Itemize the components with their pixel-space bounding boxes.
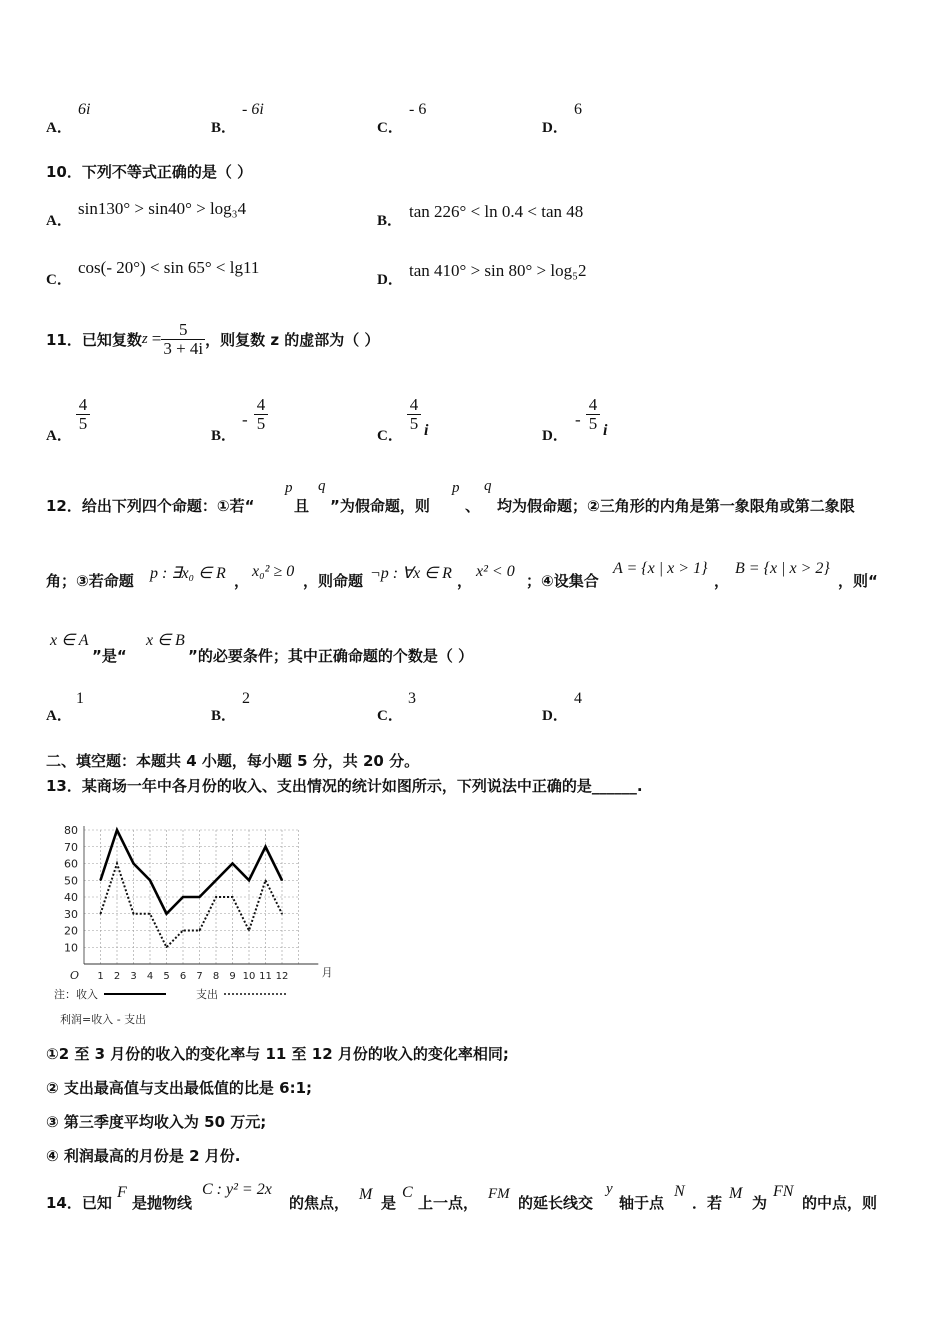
q10-stem: 10．下列不等式正确的是（ ） [46,163,253,181]
minus-sign: - [242,410,248,429]
expense-point [100,913,102,915]
q14-text: 上一点， [418,1194,479,1212]
income-expense-chart [44,818,333,1033]
expense-point [149,913,151,915]
x-tick-label: 12 [275,971,289,982]
minus-sign: - [575,410,581,429]
equals: = [151,329,162,348]
y-tick-label: 40 [64,891,78,904]
q11-stem-post: ，则复数 z 的虚部为（ ） [205,330,380,349]
var-p: p [452,480,460,496]
fraction [76,396,90,433]
q14-text: 是抛物线 [132,1194,193,1212]
expense-point [199,930,201,932]
numerator: 4 [256,395,266,414]
x-tick-label: 10 [242,971,256,982]
q14-text: 为 [752,1194,768,1212]
q12-math: A = {x | x > 1} [613,560,708,577]
numerator: 5 [161,321,205,340]
denominator: 3 + 4i [163,338,204,358]
income-point [100,879,102,881]
q10-option-c: cos(- 20°) < sin 65° < lg11 [78,258,260,277]
option-label: D． [542,428,568,444]
x-tick-label: 6 [179,971,187,982]
option-value: - 6i [242,101,264,118]
q11-stem-pre: 11．已知复数 [46,330,142,349]
option-label: C． [377,120,403,136]
option-value: 6i [78,101,91,118]
q13-statement-2: ② 支出最高值与支出最低值的比是 6:1; [46,1079,313,1097]
q12-math: B = {x | x > 2} [735,560,830,577]
expense-point [232,896,234,898]
q12-math: p : ∃x₀ ∈ R [150,565,226,582]
option-label: B． [211,120,237,136]
income-point [281,879,283,881]
q12-text: ， [457,572,473,590]
q12-text: 均为假命题；②三角形的内角是第一象限角或第二象限 [497,497,855,515]
q13-statement-3: ③ 第三季度平均收入为 50 万元; [46,1113,267,1131]
option-label: B． [377,213,403,229]
income-point [265,846,267,848]
expense-point [281,913,283,915]
option-value: 1 [76,690,84,707]
var-q: q [484,478,492,494]
var-z: z [141,330,148,347]
x-tick-label: 7 [196,971,203,982]
numerator: 4 [78,395,88,414]
segment-FN: FN [773,1183,794,1200]
q14-text: 14．已知 [46,1194,112,1212]
x-tick-label: 9 [229,971,236,982]
expense-point [133,913,135,915]
option-label: D． [542,120,568,136]
income-point [182,896,184,898]
q12-text: ， [714,572,730,590]
option-value: 6 [574,101,582,118]
var-F: F [117,1184,127,1201]
option-label: D． [542,708,568,724]
origin-label: O [70,969,80,982]
denominator: 5 [78,413,88,433]
q13-stem: 13．某商场一年中各月份的收入、支出情况的统计如图所示，下列说法中正确的是______. [46,777,643,795]
q12-text: ”的必要条件；其中正确命题的个数是（ ） [188,647,474,665]
x-tick-label: 11 [259,971,272,982]
option-label: C． [377,708,403,724]
q14-text: 的中点，则 [802,1194,878,1212]
expense-point [116,863,118,865]
fraction [161,321,205,358]
q12-math: x₀² ≥ 0 [252,563,295,580]
option-label: D． [377,272,403,288]
expense-point [248,930,250,932]
expense-point [166,946,168,948]
q12-text: ”为假命题，则 [330,497,430,515]
option-label: A． [46,708,72,724]
q11-stem [46,314,380,364]
section-heading: 二、填空题：本题共 4 小题，每小题 5 分，共 20 分。 [46,752,420,770]
var-N: N [674,1183,685,1200]
income-point [116,829,118,831]
imaginary-unit: i [603,422,608,439]
income-point [232,863,234,865]
option-value: 4 [574,690,582,707]
expense-series-line [101,864,283,948]
option-label: B． [211,708,237,724]
var-M: M [359,1186,373,1203]
option-label: A． [46,120,72,136]
y-tick-label: 80 [64,824,78,837]
option-value: 2 [242,690,250,707]
segment-FM: FM [488,1186,510,1202]
x-tick-label: 1 [97,971,104,982]
option-label: C． [377,428,403,444]
fraction [407,396,421,433]
q12-math: x ∈ A [50,632,89,649]
q12-math: x ∈ B [146,632,185,649]
y-tick-label: 20 [64,924,78,938]
x-tick-label: 2 [113,971,121,982]
income-point [166,913,168,915]
option-label: A． [46,428,72,444]
legend-income-label: 注：收入 [54,988,98,1001]
q12-text: 且 [294,497,310,515]
q14-text: 是 [381,1194,397,1212]
q12-text: ，则“ [838,572,878,590]
var-p: p [285,480,293,496]
chart-svg [44,818,333,1033]
x-axis-label: 月 [321,966,333,979]
var-y: y [606,1181,613,1197]
q14-text: 的焦点， [289,1194,350,1212]
y-tick-label: 10 [64,941,78,955]
parabola-equation: C : y² = 2x [202,1181,272,1198]
denominator: 5 [256,413,266,433]
q12-text: 、 [465,497,481,515]
q12-text: 角；③若命题 [46,572,134,590]
option-label: C． [46,272,72,288]
income-point [149,879,151,881]
x-tick-label: 5 [163,971,170,982]
y-tick-label: 70 [64,840,78,854]
q14-text: 轴于点 [619,1194,665,1212]
q10-option-b: tan 226° < ln 0.4 < tan 48 [409,202,584,221]
var-M: M [729,1185,743,1202]
q12-text: ，则命题 [303,572,364,590]
expense-point [215,896,217,898]
legend-expense-label: 支出 [196,988,218,1001]
income-point [215,879,217,881]
q12-text: ， [234,572,250,590]
numerator: 4 [588,395,598,414]
q14-text: 的延长线交 [518,1194,594,1212]
q10-option-a: sin130° > sin40° > log₃4 [78,199,247,218]
q13-statement-4: ④ 利润最高的月份是 2 月份. [46,1147,241,1165]
q12-text: ”是“ [92,647,127,665]
q13-statement-1: ①2 至 3 月份的收入的变化率与 11 至 12 月份的收入的变化率相同; [46,1045,509,1063]
option-label: A． [46,213,72,229]
option-label: B． [211,428,237,444]
q12-math: x² < 0 [476,563,515,580]
income-point [133,863,135,865]
denominator: 5 [409,413,419,433]
option-value: 3 [408,690,416,707]
y-tick-label: 60 [64,857,78,871]
q12-text: ；④设集合 [526,572,599,590]
income-series-line [101,830,283,914]
expense-point [182,930,184,932]
fraction [586,396,600,433]
var-q: q [318,478,326,494]
q10-option-d: tan 410° > sin 80° > log₅2 [409,261,587,280]
fraction [254,396,268,433]
y-tick-label: 50 [64,874,78,888]
income-point [248,879,250,881]
x-tick-label: 4 [146,971,154,982]
income-point [199,896,201,898]
imaginary-unit: i [424,422,429,439]
numerator: 4 [409,395,419,414]
expense-point [265,879,267,881]
x-tick-label: 8 [212,971,220,982]
q14-text: ．若 [692,1194,723,1212]
chart-footnote: 利润=收入 - 支出 [60,1013,147,1026]
option-value: - 6 [409,101,427,118]
y-tick-label: 30 [64,907,78,921]
var-C: C [402,1184,413,1201]
denominator: 5 [588,413,598,433]
q12-text: 12．给出下列四个命题：①若“ [46,497,255,515]
q12-math: ¬p : ∀x ∈ R [370,565,452,582]
x-tick-label: 3 [130,971,137,982]
